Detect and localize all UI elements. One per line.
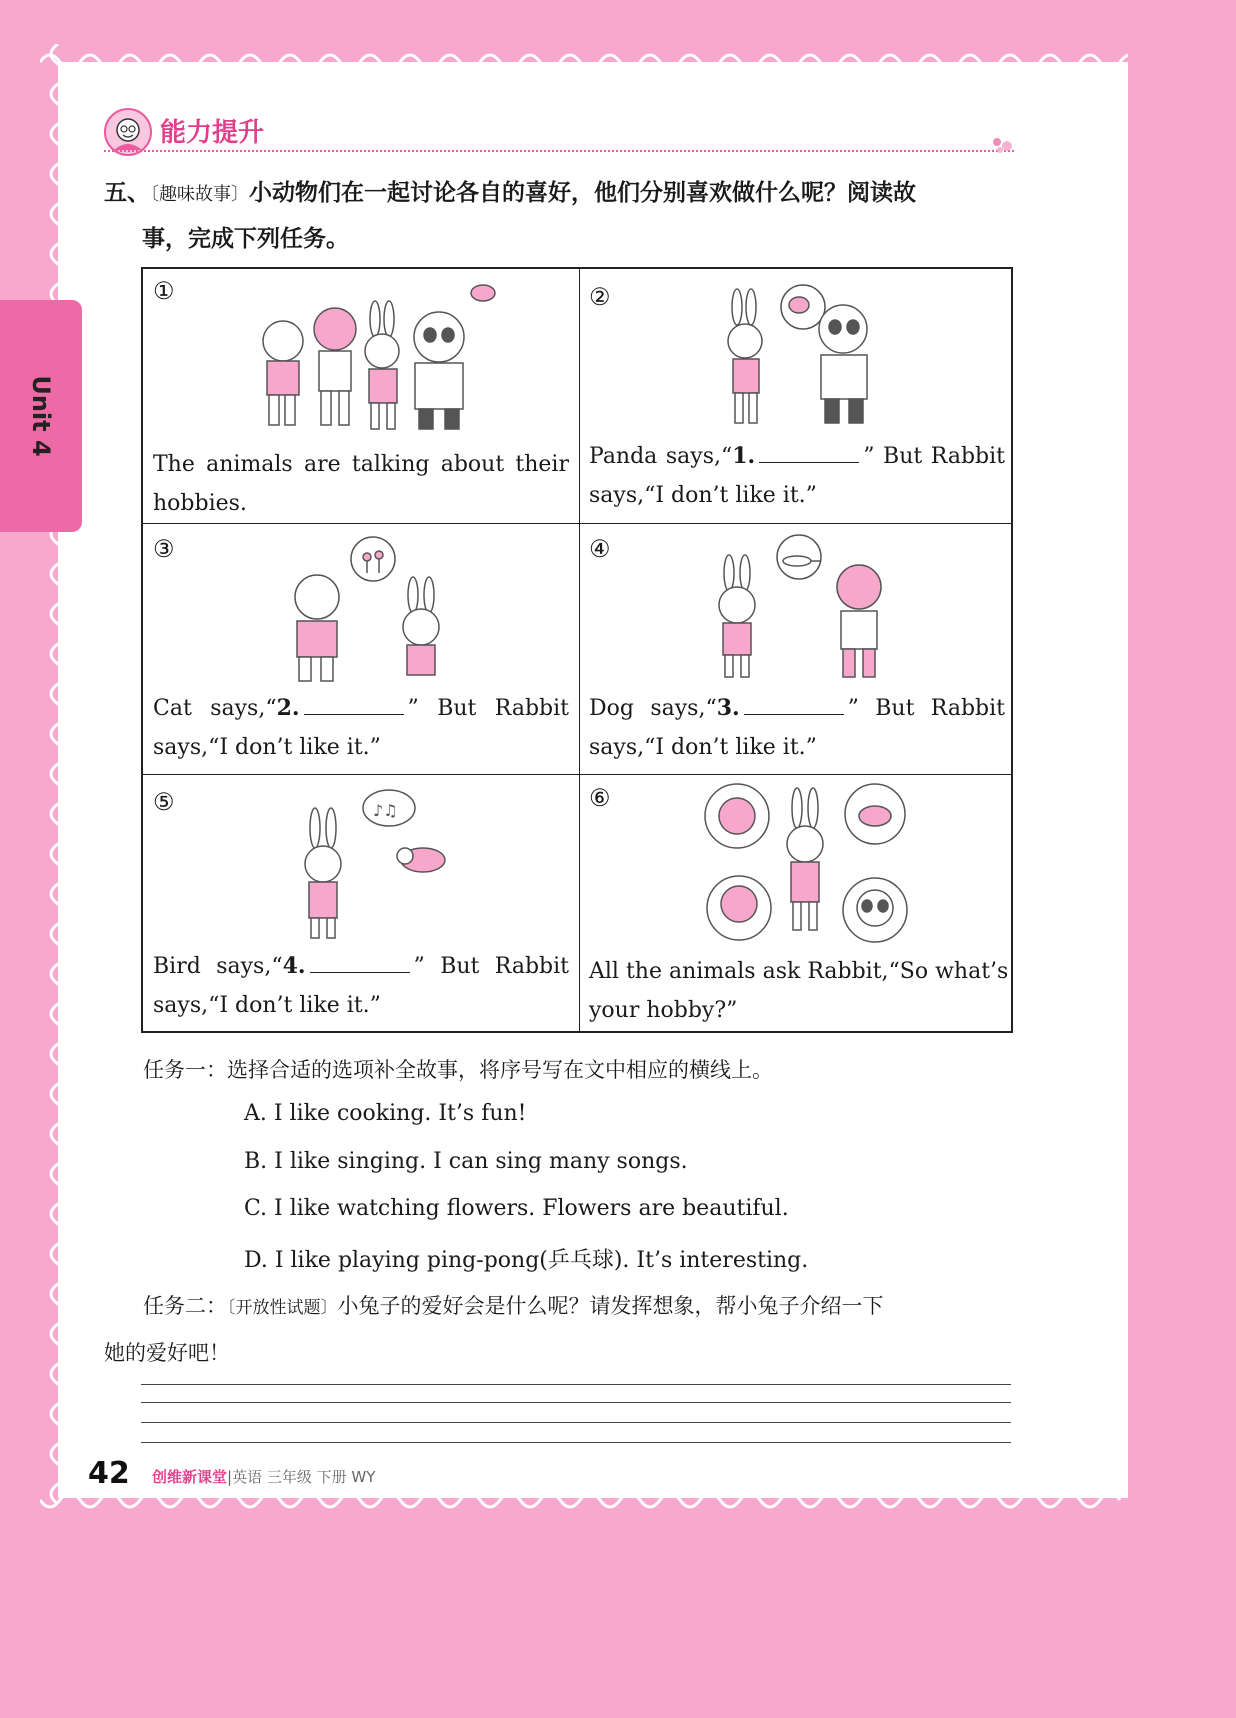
story-panel-5 <box>143 774 579 1031</box>
unit-label: Unit 4 <box>27 375 55 457</box>
speaker-name: Panda <box>589 444 658 469</box>
writing-line[interactable] <box>141 1384 1011 1385</box>
border-wave-left <box>40 44 66 1518</box>
panel-6-text-line-2: your hobby?” <box>589 998 738 1023</box>
book-info: 创维新课堂|英语 三年级 下册 WY <box>152 1468 376 1486</box>
panel-4-text-line-2: says,“I don’t like it.” <box>589 735 817 760</box>
panel-4-text-line-1: Dog says,“3. ” But Rabbit <box>589 695 1005 721</box>
panel-number: ③ <box>153 535 175 563</box>
svg-text:♪♫: ♪♫ <box>373 801 398 820</box>
speaker-name: Dog <box>589 696 634 721</box>
task2-line-1: 任务二：〔开放性试题〕小兔子的爱好会是什么呢？请发挥想象，帮小兔子介绍一下 <box>143 1294 884 1318</box>
option-d: D. I like playing ping-pong(乒乓球). It’s interesting. <box>244 1248 809 1273</box>
panel-5-text-line-2: says,“I don’t like it.” <box>153 993 381 1018</box>
animals-ask-rabbit-illustration <box>699 780 919 946</box>
bird-singing-illustration <box>293 786 473 942</box>
story-panel-2 <box>579 269 1015 523</box>
teacher-avatar-icon <box>104 108 152 156</box>
panel-5-text-line-1: Bird says,“4. ” But Rabbit <box>153 953 569 979</box>
option-b: B. I like singing. I can sing many songs. <box>244 1149 688 1174</box>
panel-number: ④ <box>589 535 611 563</box>
panel-1-text-line-2: hobbies. <box>153 491 247 516</box>
panda-pingpong-illustration <box>719 283 899 433</box>
story-panel-3 <box>143 523 579 774</box>
writing-line[interactable] <box>141 1442 1011 1443</box>
section-title: 能力提升 <box>160 118 265 148</box>
question-line-1 <box>104 174 916 207</box>
blank-number: 2. <box>276 695 300 721</box>
panel-number: ① <box>153 277 175 305</box>
blank-number: 4. <box>282 953 306 979</box>
answer-blank-4[interactable] <box>310 952 410 973</box>
border-wave-bottom <box>40 1492 1128 1518</box>
panel-3-text-line-1: Cat says,“2. ” But Rabbit <box>153 695 570 721</box>
panel-2-text-line-2: says,“I don’t like it.” <box>589 483 817 508</box>
question-line-2: 事，完成下列任务。 <box>142 226 349 252</box>
story-panel-1 <box>143 269 579 523</box>
panel-3-text-line-2: says,“I don’t like it.” <box>153 735 381 760</box>
option-a: A. I like cooking. It’s fun! <box>244 1101 527 1126</box>
writing-line[interactable] <box>141 1402 1011 1403</box>
task2-tag: 〔开放性试题〕 <box>227 1298 338 1318</box>
blank-number: 3. <box>716 695 740 721</box>
story-panel-grid <box>141 267 1013 1033</box>
story-panel-6 <box>579 774 1015 1031</box>
unit-side-tab <box>0 300 82 532</box>
panel-2-text-line-1: Panda says,“1. ” But Rabbit <box>589 443 1005 469</box>
panel-1-text-line-1: The animals are talking about their <box>153 452 569 477</box>
cat-flowers-illustration <box>267 535 467 685</box>
answer-blank-2[interactable] <box>304 694 404 715</box>
option-c: C. I like watching flowers. Flowers are beautiful. <box>244 1196 789 1221</box>
writing-line[interactable] <box>141 1422 1011 1423</box>
panel-number: ⑥ <box>589 784 611 812</box>
question-tag: 〔趣味故事〕 <box>150 184 249 205</box>
question-number: 五、 <box>104 180 150 206</box>
blank-number: 1. <box>732 443 756 469</box>
task1-title: 任务一：选择合适的选项补全故事，将序号写在文中相应的横线上。 <box>143 1058 773 1082</box>
panel-number: ⑤ <box>153 788 175 816</box>
panel-number: ② <box>589 283 611 311</box>
speaker-name: Bird <box>153 954 201 979</box>
question-text-1: 小动物们在一起讨论各自的喜好，他们分别喜欢做什么呢？阅读故 <box>249 180 916 206</box>
section-header <box>104 106 1014 156</box>
brand-name: 创维新课堂 <box>152 1468 228 1486</box>
panel-6-text-line-1: All the animals ask Rabbit,“So what’s <box>589 959 1009 984</box>
dog-cooking-illustration <box>709 533 909 683</box>
decor-dots-icon <box>992 136 1014 154</box>
animals-talking-illustration <box>243 279 513 439</box>
speaker-name: Cat <box>153 696 192 721</box>
answer-blank-1[interactable] <box>759 442 859 463</box>
page-number: 42 <box>88 1456 130 1491</box>
dotted-divider <box>104 150 1014 152</box>
story-panel-4 <box>579 523 1015 774</box>
answer-blank-3[interactable] <box>744 694 844 715</box>
task2-line-2: 她的爱好吧！ <box>104 1341 230 1365</box>
